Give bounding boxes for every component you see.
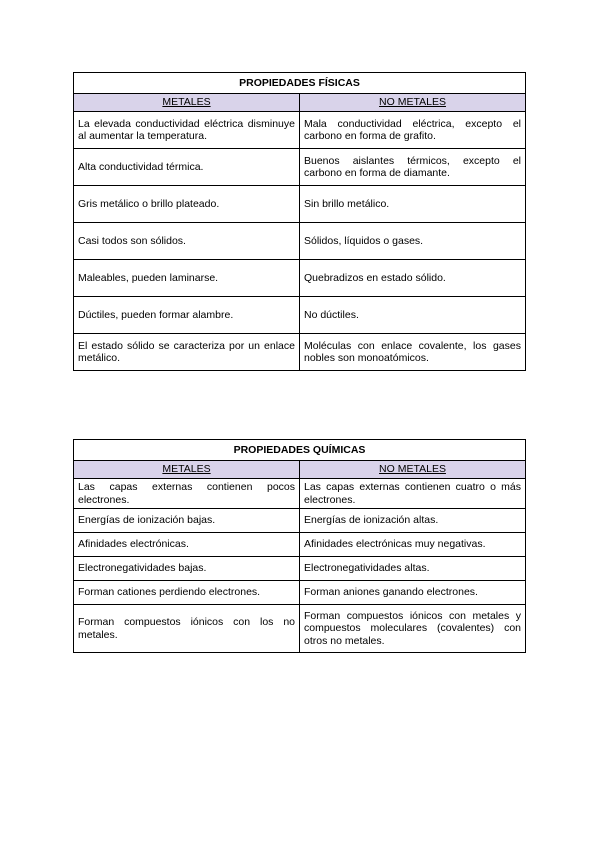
- table-row: [74, 260, 526, 297]
- metals-cell: El estado sólido se caracteriza por un enlace metálico.: [74, 334, 300, 371]
- physical-properties-table: [73, 72, 526, 371]
- metals-cell: Electronegatividades bajas.: [74, 557, 300, 581]
- nonmetals-cell: Las capas externas contienen cuatro o más electrones.: [300, 479, 526, 509]
- table-row: [74, 112, 526, 149]
- table-row: [74, 479, 526, 509]
- nonmetals-cell: Mala conductividad eléctrica, excepto el carbono en forma de grafito.: [300, 112, 526, 149]
- metals-cell: Forman cationes perdiendo electrones.: [74, 581, 300, 605]
- table-row: [74, 605, 526, 653]
- metals-cell: Gris metálico o brillo plateado.: [74, 186, 300, 223]
- nonmetals-cell: Buenos aislantes térmicos, excepto el carbono en forma de diamante.: [300, 149, 526, 186]
- table-title: PROPIEDADES FÍSICAS: [74, 73, 526, 94]
- table-row: [74, 223, 526, 260]
- nonmetals-cell: Moléculas con enlace covalente, los gases nobles son monoatómicos.: [300, 334, 526, 371]
- table-row: [74, 186, 526, 223]
- nonmetals-cell: Sin brillo metálico.: [300, 186, 526, 223]
- metals-cell: Casi todos son sólidos.: [74, 223, 300, 260]
- table-row: [74, 334, 526, 371]
- nonmetals-cell: Electronegatividades altas.: [300, 557, 526, 581]
- metals-cell: Energías de ionización bajas.: [74, 509, 300, 533]
- chemical-properties-table: [73, 439, 526, 653]
- metals-cell: La elevada conductividad eléctrica disminuye al aumentar la temperatura.: [74, 112, 300, 149]
- column-header-nonmetals: NO METALES: [300, 461, 526, 479]
- table-row: [74, 297, 526, 334]
- table-row: [74, 581, 526, 605]
- nonmetals-cell: Forman compuestos iónicos con metales y compuestos moleculares (covalentes) con otros no metales.: [300, 605, 526, 653]
- table-row: [74, 557, 526, 581]
- table-row: [74, 509, 526, 533]
- nonmetals-cell: Forman aniones ganando electrones.: [300, 581, 526, 605]
- column-header-metals: METALES: [74, 461, 300, 479]
- table-title: PROPIEDADES QUÍMICAS: [74, 440, 526, 461]
- nonmetals-cell: Afinidades electrónicas muy negativas.: [300, 533, 526, 557]
- metals-cell: Forman compuestos iónicos con los no metales.: [74, 605, 300, 653]
- table-row: [74, 533, 526, 557]
- metals-cell: Maleables, pueden laminarse.: [74, 260, 300, 297]
- nonmetals-cell: Energías de ionización altas.: [300, 509, 526, 533]
- metals-cell: Alta conductividad térmica.: [74, 149, 300, 186]
- nonmetals-cell: No dúctiles.: [300, 297, 526, 334]
- metals-cell: Dúctiles, pueden formar alambre.: [74, 297, 300, 334]
- column-header-nonmetals: NO METALES: [300, 94, 526, 112]
- metals-cell: Las capas externas contienen pocos electrones.: [74, 479, 300, 509]
- metals-cell: Afinidades electrónicas.: [74, 533, 300, 557]
- nonmetals-cell: Quebradizos en estado sólido.: [300, 260, 526, 297]
- nonmetals-cell: Sólidos, líquidos o gases.: [300, 223, 526, 260]
- table-row: [74, 149, 526, 186]
- column-header-metals: METALES: [74, 94, 300, 112]
